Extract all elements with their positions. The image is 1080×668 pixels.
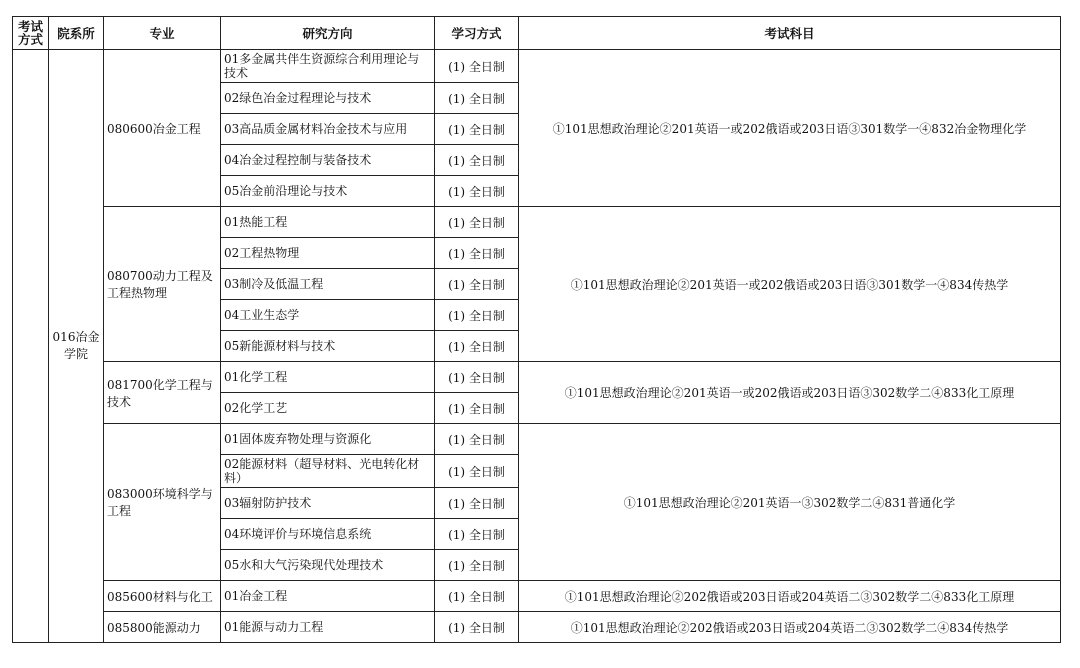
study-mode-cell: (1) 全日制 — [435, 488, 519, 519]
table-row — [13, 207, 1061, 238]
direction-cell: 05水和大气污染现代处理技术 — [221, 550, 435, 581]
study-mode-cell: (1) 全日制 — [435, 393, 519, 424]
study-mode-cell: (1) 全日制 — [435, 331, 519, 362]
direction-cell: 01冶金工程 — [221, 581, 435, 612]
direction-cell: 04工业生态学 — [221, 300, 435, 331]
direction-cell: 02化学工艺 — [221, 393, 435, 424]
direction-cell: 01多金属共伴生资源综合利用理论与技术 — [221, 50, 435, 83]
subjects-cell: ①101思想政治理论②202俄语或203日语或204英语二③302数学二④833化工原理 — [519, 581, 1061, 612]
study-mode-cell: (1) 全日制 — [435, 455, 519, 488]
header-direction: 研究方向 — [221, 17, 435, 50]
major-cell: 081700化学工程与技术 — [104, 362, 221, 424]
subjects-cell: ①101思想政治理论②202俄语或203日语或204英语二③302数学二④834传热学 — [519, 612, 1061, 643]
study-mode-cell: (1) 全日制 — [435, 300, 519, 331]
direction-cell: 05冶金前沿理论与技术 — [221, 176, 435, 207]
study-mode-cell: (1) 全日制 — [435, 114, 519, 145]
study-mode-cell: (1) 全日制 — [435, 50, 519, 83]
direction-cell: 02绿色冶金过程理论与技术 — [221, 83, 435, 114]
study-mode-cell: (1) 全日制 — [435, 145, 519, 176]
table-row — [13, 362, 1061, 393]
subjects-cell: ①101思想政治理论②201英语一或202俄语或203日语③301数学一④832冶金物理化学 — [519, 50, 1061, 207]
header-subjects: 考试科目 — [519, 17, 1061, 50]
direction-cell: 03制冷及低温工程 — [221, 269, 435, 300]
major-cell: 085800能源动力 — [104, 612, 221, 643]
study-mode-cell: (1) 全日制 — [435, 581, 519, 612]
department-cell: 016冶金学院 — [49, 50, 104, 643]
direction-cell: 01热能工程 — [221, 207, 435, 238]
header-exam-mode: 考试方式 — [13, 17, 49, 50]
direction-cell: 03高品质金属材料冶金技术与应用 — [221, 114, 435, 145]
direction-cell: 03辐射防护技术 — [221, 488, 435, 519]
exam-mode-cell — [13, 50, 49, 643]
study-mode-cell: (1) 全日制 — [435, 550, 519, 581]
study-mode-cell: (1) 全日制 — [435, 238, 519, 269]
table-row — [13, 612, 1061, 643]
direction-cell: 02能源材料（超导材料、光电转化材料） — [221, 455, 435, 488]
direction-cell: 01能源与动力工程 — [221, 612, 435, 643]
header-row — [13, 17, 1061, 50]
study-mode-cell: (1) 全日制 — [435, 207, 519, 238]
study-mode-cell: (1) 全日制 — [435, 519, 519, 550]
direction-cell: 04环境评价与环境信息系统 — [221, 519, 435, 550]
study-mode-cell: (1) 全日制 — [435, 424, 519, 455]
header-study-mode: 学习方式 — [435, 17, 519, 50]
table-row — [13, 581, 1061, 612]
subjects-cell: ①101思想政治理论②201英语一或202俄语或203日语③302数学二④833化工原理 — [519, 362, 1061, 424]
major-cell: 083000环境科学与工程 — [104, 424, 221, 581]
direction-cell: 05新能源材料与技术 — [221, 331, 435, 362]
study-mode-cell: (1) 全日制 — [435, 83, 519, 114]
table-row — [13, 424, 1061, 455]
direction-cell: 01固体废弃物处理与资源化 — [221, 424, 435, 455]
direction-cell: 01化学工程 — [221, 362, 435, 393]
admissions-catalog-table — [12, 16, 1061, 643]
subjects-cell: ①101思想政治理论②201英语一或202俄语或203日语③301数学一④834传热学 — [519, 207, 1061, 362]
header-major: 专业 — [104, 17, 221, 50]
table-row — [13, 50, 1061, 83]
study-mode-cell: (1) 全日制 — [435, 362, 519, 393]
study-mode-cell: (1) 全日制 — [435, 176, 519, 207]
study-mode-cell: (1) 全日制 — [435, 269, 519, 300]
direction-cell: 02工程热物理 — [221, 238, 435, 269]
major-cell: 085600材料与化工 — [104, 581, 221, 612]
major-cell: 080700动力工程及工程热物理 — [104, 207, 221, 362]
major-cell: 080600冶金工程 — [104, 50, 221, 207]
direction-cell: 04冶金过程控制与装备技术 — [221, 145, 435, 176]
subjects-cell: ①101思想政治理论②201英语一③302数学二④831普通化学 — [519, 424, 1061, 581]
study-mode-cell: (1) 全日制 — [435, 612, 519, 643]
header-department: 院系所 — [49, 17, 104, 50]
